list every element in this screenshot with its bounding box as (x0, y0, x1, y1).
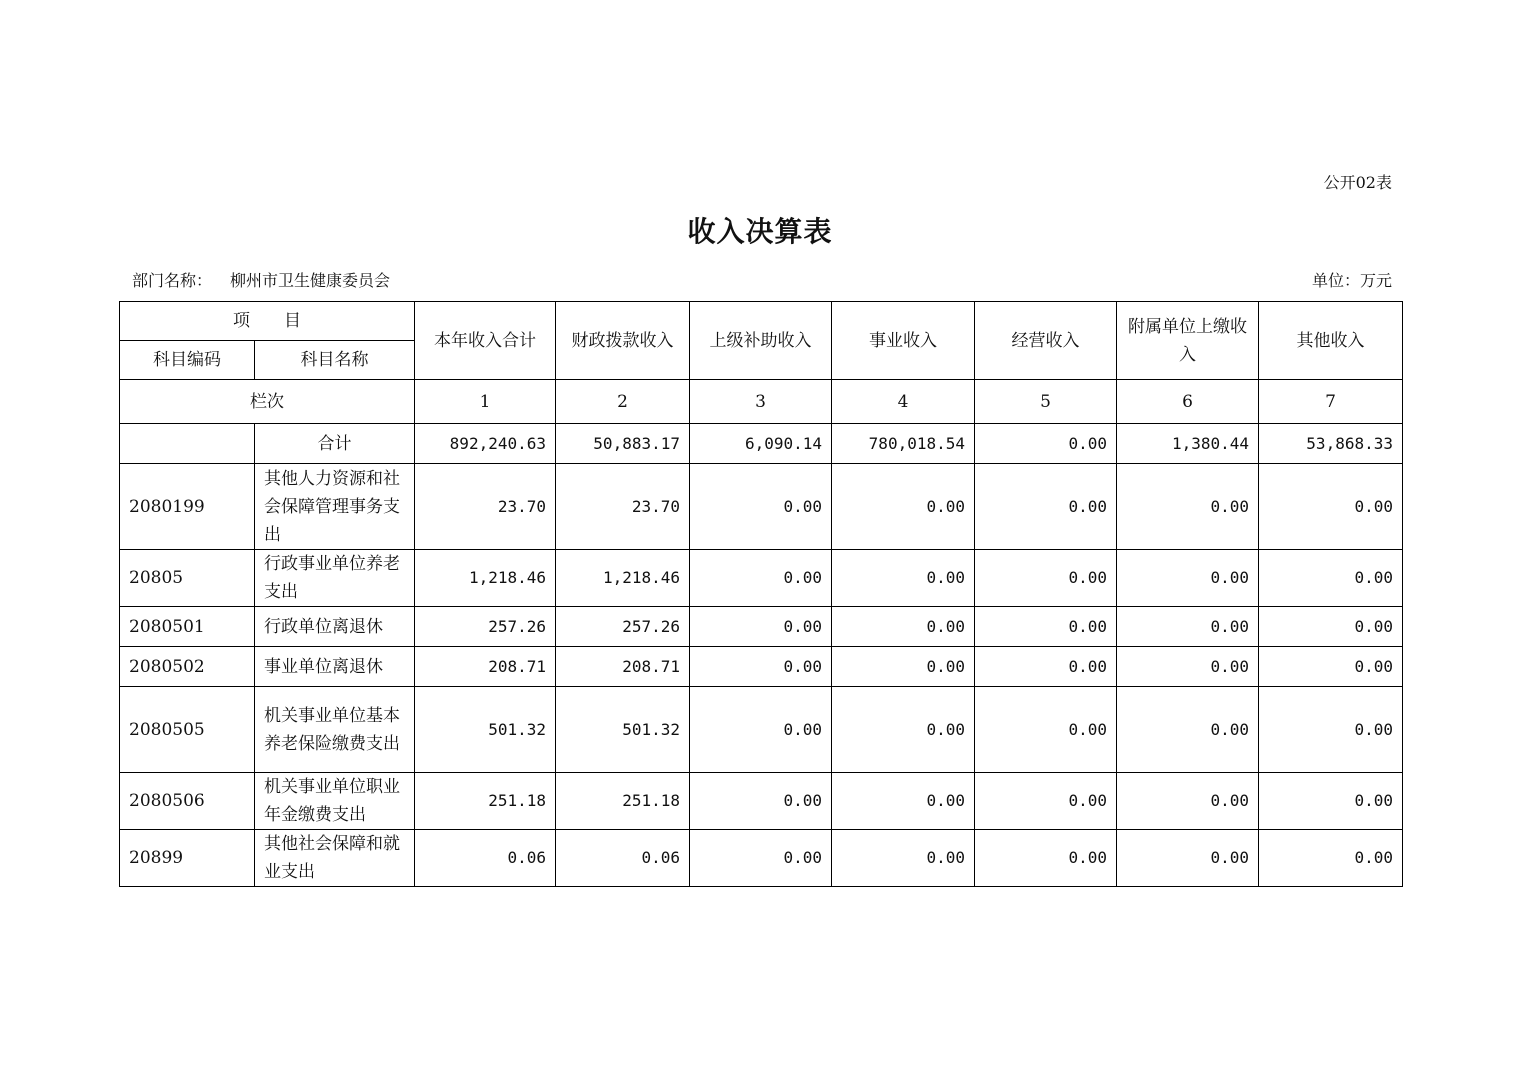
row-value: 0.00 (1117, 464, 1259, 550)
row-value: 0.00 (975, 687, 1117, 773)
row-value: 0.00 (690, 550, 832, 607)
row-value: 208.71 (415, 647, 556, 687)
department-label: 部门名称： (132, 271, 213, 290)
row-value: 501.32 (556, 687, 690, 773)
row-value: 0.00 (832, 464, 975, 550)
total-row (120, 424, 1403, 464)
department-name: 柳州市卫生健康委员会 (230, 271, 391, 290)
row-value: 0.00 (1259, 687, 1403, 773)
total-value: 50,883.17 (556, 424, 690, 464)
table-row (120, 550, 1403, 607)
row-value: 0.00 (975, 773, 1117, 830)
total-label: 合计 (255, 424, 415, 464)
column-number: 3 (690, 380, 832, 424)
form-number: 公开02表 (1323, 173, 1392, 192)
row-value: 0.00 (1259, 773, 1403, 830)
row-value: 0.00 (1117, 647, 1259, 687)
row-value: 23.70 (556, 464, 690, 550)
row-code: 20899 (120, 830, 255, 887)
row-name: 事业单位离退休 (255, 647, 415, 687)
row-value: 23.70 (415, 464, 556, 550)
row-value: 0.00 (832, 647, 975, 687)
header-col-3: 上级补助收入 (690, 302, 832, 380)
column-number-row (120, 380, 1403, 424)
column-number: 2 (556, 380, 690, 424)
row-code: 2080501 (120, 607, 255, 647)
row-value: 0.00 (690, 773, 832, 830)
row-value: 0.00 (832, 830, 975, 887)
table-row (120, 464, 1403, 550)
department-line (132, 268, 390, 291)
row-code: 2080199 (120, 464, 255, 550)
total-code-cell (120, 424, 255, 464)
row-value: 0.00 (1117, 773, 1259, 830)
row-value: 0.00 (1259, 464, 1403, 550)
row-value: 257.26 (415, 607, 556, 647)
column-number: 6 (1117, 380, 1259, 424)
row-value: 0.00 (1117, 607, 1259, 647)
row-value: 0.00 (1259, 550, 1403, 607)
header-col-5: 经营收入 (975, 302, 1117, 380)
row-value: 0.00 (690, 647, 832, 687)
header-col-6: 附属单位上缴收入 (1117, 302, 1259, 380)
header-name: 科目名称 (255, 341, 415, 380)
column-number: 5 (975, 380, 1117, 424)
row-code: 2080506 (120, 773, 255, 830)
table-row (120, 830, 1403, 887)
row-value: 0.00 (1259, 647, 1403, 687)
column-number: 7 (1259, 380, 1403, 424)
total-value: 0.00 (975, 424, 1117, 464)
row-value: 0.00 (1117, 550, 1259, 607)
row-name: 其他社会保障和就业支出 (255, 830, 415, 887)
row-name: 其他人力资源和社会保障管理事务支出 (255, 464, 415, 550)
row-value: 257.26 (556, 607, 690, 647)
row-value: 0.00 (690, 464, 832, 550)
table-row (120, 607, 1403, 647)
row-value: 0.00 (832, 773, 975, 830)
row-value: 501.32 (415, 687, 556, 773)
row-value: 0.00 (975, 464, 1117, 550)
row-value: 0.00 (690, 607, 832, 647)
total-value: 892,240.63 (415, 424, 556, 464)
total-value: 1,380.44 (1117, 424, 1259, 464)
row-value: 0.06 (415, 830, 556, 887)
header-code: 科目编码 (120, 341, 255, 380)
row-name: 行政事业单位养老支出 (255, 550, 415, 607)
row-value: 251.18 (556, 773, 690, 830)
row-value: 0.00 (1117, 687, 1259, 773)
table-row (120, 773, 1403, 830)
row-name: 机关事业单位职业年金缴费支出 (255, 773, 415, 830)
row-value: 208.71 (556, 647, 690, 687)
table-row (120, 647, 1403, 687)
total-value: 6,090.14 (690, 424, 832, 464)
header-col-4: 事业收入 (832, 302, 975, 380)
row-value: 0.00 (832, 607, 975, 647)
row-value: 0.00 (975, 550, 1117, 607)
unit-label: 单位：万元 (1311, 271, 1392, 290)
row-value: 0.00 (832, 550, 975, 607)
row-value: 0.00 (1117, 830, 1259, 887)
page-title: 收入决算表 (687, 215, 833, 248)
header-col-7: 其他收入 (1259, 302, 1403, 380)
income-table (119, 301, 1403, 887)
row-name: 行政单位离退休 (255, 607, 415, 647)
row-value: 251.18 (415, 773, 556, 830)
row-value: 0.00 (975, 830, 1117, 887)
row-code: 20805 (120, 550, 255, 607)
row-value: 0.00 (1259, 607, 1403, 647)
header-row-1 (120, 302, 1403, 341)
total-value: 780,018.54 (832, 424, 975, 464)
row-value: 0.00 (975, 647, 1117, 687)
row-value: 0.00 (690, 830, 832, 887)
row-value: 1,218.46 (415, 550, 556, 607)
row-code: 2080505 (120, 687, 255, 773)
header-col-1: 本年收入合计 (415, 302, 556, 380)
row-value: 0.00 (690, 687, 832, 773)
row-value: 0.00 (1259, 830, 1403, 887)
table-row (120, 687, 1403, 773)
header-col-2: 财政拨款收入 (556, 302, 690, 380)
row-value: 0.00 (832, 687, 975, 773)
column-number: 1 (415, 380, 556, 424)
row-value: 1,218.46 (556, 550, 690, 607)
row-name: 机关事业单位基本养老保险缴费支出 (255, 687, 415, 773)
header-item: 项 目 (120, 302, 415, 341)
row-code: 2080502 (120, 647, 255, 687)
header-lanci: 栏次 (120, 380, 415, 424)
row-value: 0.06 (556, 830, 690, 887)
row-value: 0.00 (975, 607, 1117, 647)
column-number: 4 (832, 380, 975, 424)
total-value: 53,868.33 (1259, 424, 1403, 464)
